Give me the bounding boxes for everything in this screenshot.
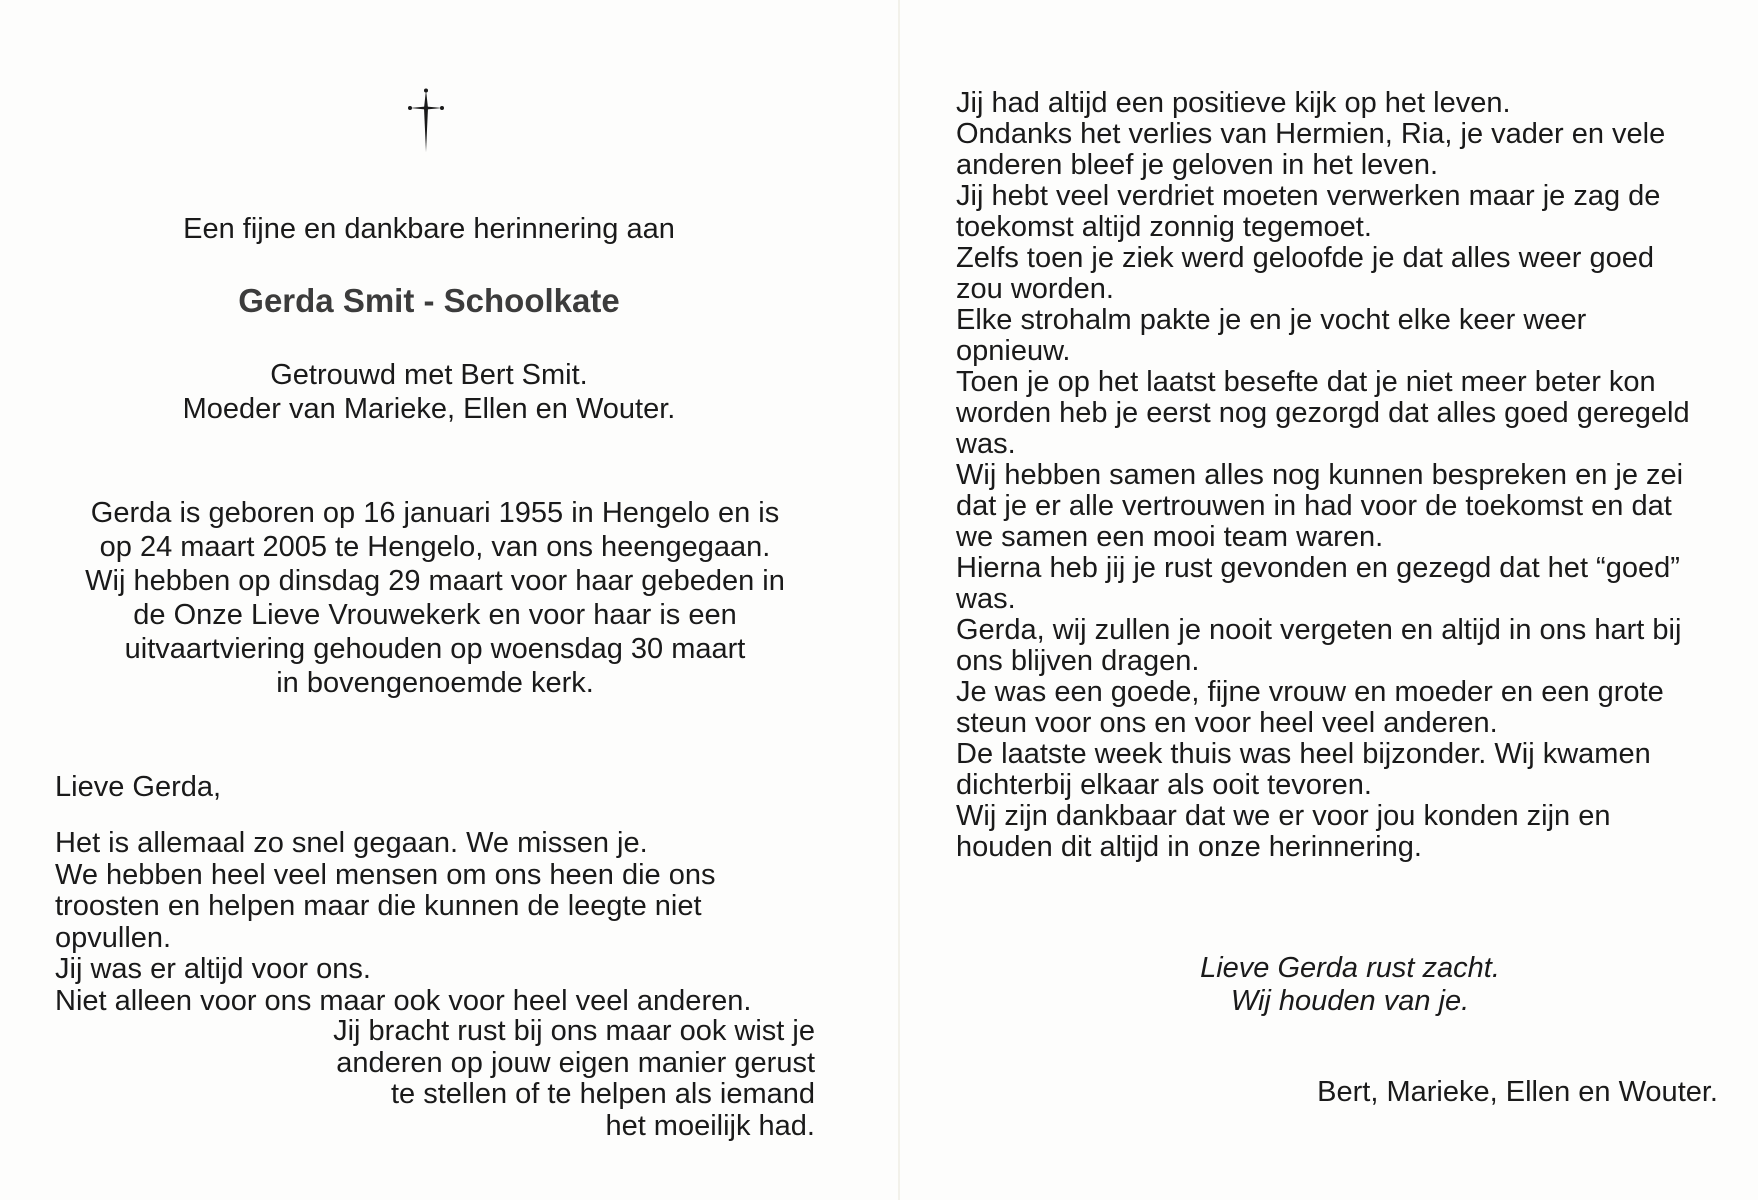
bio-line: uitvaartviering gehouden op woensdag 30 maart <box>124 633 746 665</box>
letter-line: anderen bleef je geloven in het leven. <box>956 149 1439 181</box>
letter-line: was. <box>956 583 1016 615</box>
bio-line: op 24 maart 2005 te Hengelo, van ons heengegaan. <box>99 531 771 563</box>
letter-line: te stellen of te helpen als iemand <box>391 1078 815 1110</box>
letter-line: Hierna heb jij je rust gevonden en gezegd dat het “goed” <box>956 552 1680 584</box>
letter-line: worden heb je eerst nog gezorgd dat alles goed geregeld <box>956 397 1690 429</box>
cross-icon <box>406 88 446 154</box>
biography <box>40 496 830 700</box>
letter-body-right <box>956 88 1746 863</box>
deceased-name: Gerda Smit - Schoolkate <box>238 282 620 319</box>
relations-line: Moeder van Marieke, Ellen en Wouter. <box>182 393 676 425</box>
letter-line: De laatste week thuis was heel bijzonder. Wij kwamen <box>956 738 1651 770</box>
letter-line: anderen op jouw eigen manier gerust <box>336 1046 815 1079</box>
letter-line: Wij hebben samen alles nog kunnen bespreken en je zei <box>956 459 1684 491</box>
letter-line: Elke strohalm pakte je en je vocht elke keer weer <box>956 304 1587 336</box>
letter-line: Het is allemaal zo snel gegaan. We missen je. <box>55 827 648 859</box>
letter-line: ons blijven dragen. <box>956 645 1200 677</box>
bio-line: in bovengenoemde kerk. <box>276 667 594 699</box>
letter-line: Jij was er altijd voor ons. <box>55 953 371 985</box>
letter-line: zou worden. <box>956 273 1114 305</box>
letter-line: Zelfs toen je ziek werd geloofde je dat alles weer goed <box>956 242 1655 274</box>
letter-line: Jij had altijd een positieve kijk op het leven. <box>956 87 1511 119</box>
letter-body-left <box>55 828 855 1017</box>
bio-line: Gerda is geboren op 16 januari 1955 in Hengelo en is <box>90 497 780 529</box>
letter-line: opvullen. <box>55 921 172 954</box>
intro-text: Een fijne en dankbare herinnering aan <box>183 213 675 245</box>
letter-line: we samen een mooi team waren. <box>956 521 1384 553</box>
letter-line: troosten en helpen maar die kunnen de leegte niet <box>55 890 702 922</box>
closing-line: Lieve Gerda rust zacht. <box>1200 952 1500 984</box>
letter-line: houden dit altijd in onze herinnering. <box>956 831 1422 863</box>
letter-line: Niet alleen voor ons maar ook voor heel veel anderen. <box>55 984 752 1017</box>
letter-line: Gerda, wij zullen je nooit vergeten en altijd in ons hart bij <box>956 614 1682 646</box>
letter-line: Je was een goede, fijne vrouw en moeder en een grote <box>956 676 1664 708</box>
letter-greeting: Lieve Gerda, <box>55 771 222 803</box>
family-relations <box>0 358 858 426</box>
closing-line: Wij houden van je. <box>1230 985 1470 1017</box>
family-signature: Bert, Marieke, Ellen en Wouter. <box>1317 1076 1718 1108</box>
letter-line: steun voor ons en voor heel veel anderen. <box>956 707 1498 739</box>
letter-line: Jij hebt veel verdriet moeten verwerken maar je zag de <box>956 180 1661 212</box>
letter-line: toekomst altijd zonnig tegemoet. <box>956 211 1372 243</box>
letter-line: was. <box>956 428 1016 460</box>
letter-line: opnieuw. <box>956 335 1071 367</box>
letter-line: Jij bracht rust bij ons maar ook wist je <box>333 1015 815 1047</box>
letter-body-left-tail <box>160 1016 815 1142</box>
letter-line: We hebben heel veel mensen om ons heen die ons <box>55 858 716 891</box>
bio-line: de Onze Lieve Vrouwekerk en voor haar is een <box>133 599 737 631</box>
letter-line: Toen je op het laatst besefte dat je niet meer beter kon <box>956 366 1656 398</box>
letter-line: Wij zijn dankbaar dat we er voor jou konden zijn en <box>956 800 1611 832</box>
right-panel <box>900 0 1758 1200</box>
letter-line: dat je er alle vertrouwen in had voor de toekomst en dat <box>956 490 1672 522</box>
letter-line: het moeilijk had. <box>605 1109 815 1142</box>
letter-line: Ondanks het verlies van Hermien, Ria, je vader en vele <box>956 118 1666 150</box>
closing-words <box>1120 952 1580 1018</box>
bio-line: Wij hebben op dinsdag 29 maart voor haar gebeden in <box>85 565 785 597</box>
letter-line: dichterbij elkaar als ooit tevoren. <box>956 769 1372 801</box>
relations-line: Getrouwd met Bert Smit. <box>270 359 588 391</box>
